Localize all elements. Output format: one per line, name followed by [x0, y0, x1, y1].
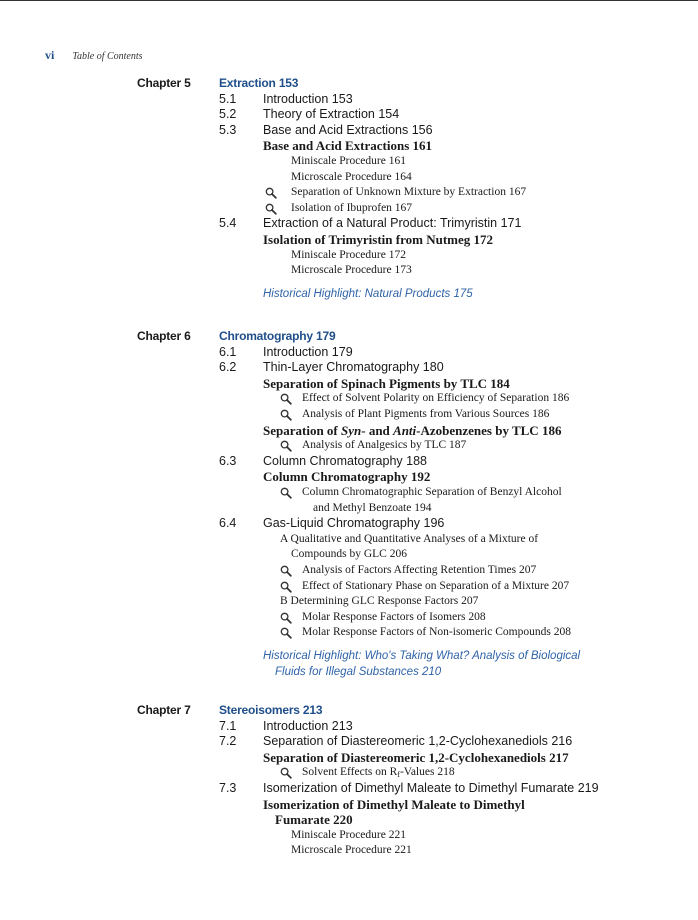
section-entry[interactable]: Theory of Extraction 154	[263, 107, 400, 121]
procedure-entry[interactable]: Analysis of Factors Affecting Retention Times 207	[302, 564, 537, 576]
magnifier-icon	[265, 203, 277, 215]
section-number: 7.1	[219, 719, 237, 733]
procedure-entry[interactable]: Effect of Stationary Phase on Separation of a Mixture 207	[302, 580, 570, 592]
procedure-entry[interactable]: Microscale Procedure 173	[291, 264, 412, 276]
magnifier-icon	[280, 612, 292, 624]
section-number: 7.3	[219, 781, 237, 795]
section-number: 6.3	[219, 454, 237, 468]
procedure-entry[interactable]: Isolation of Ibuprofen 167	[291, 202, 413, 214]
experiment-entry[interactable]: Separation of Diastereomeric 1,2-Cyclohexanediols 217	[263, 750, 569, 765]
magnifier-icon	[280, 393, 292, 405]
section-entry[interactable]: Isomerization of Dimethyl Maleate to Dimethyl Fumarate 219	[263, 781, 599, 795]
section-number: 5.1	[219, 92, 237, 106]
procedure-entry[interactable]: Effect of Solvent Polarity on Efficiency of Separation 186	[302, 392, 570, 404]
section-entry[interactable]: Introduction 153	[263, 92, 353, 106]
procedure-entry[interactable]: B Determining GLC Response Factors 207	[280, 595, 479, 607]
procedure-entry[interactable]: Miniscale Procedure 161	[291, 155, 406, 167]
magnifier-icon	[280, 409, 292, 421]
procedure-entry[interactable]: Separation of Unknown Mixture by Extraction 167	[291, 186, 527, 198]
section-entry[interactable]: Column Chromatography 188	[263, 454, 427, 468]
section-entry[interactable]: Thin-Layer Chromatography 180	[263, 360, 444, 374]
experiment-entry[interactable]: Column Chromatography 192	[263, 469, 431, 484]
procedure-entry[interactable]: Compounds by GLC 206	[291, 548, 407, 560]
procedure-entry[interactable]: and Methyl Benzoate 194	[313, 502, 432, 514]
section-entry[interactable]: Base and Acid Extractions 156	[263, 123, 433, 137]
procedure-entry[interactable]: Column Chromatographic Separation of Benzyl Alcohol	[302, 486, 562, 498]
procedure-entry[interactable]: Molar Response Factors of Non-isomeric Compounds 208	[302, 626, 571, 638]
section-number: 6.1	[219, 345, 237, 359]
magnifier-icon	[280, 767, 292, 779]
section-entry[interactable]: Separation of Diastereomeric 1,2-Cyclohexanediols 216	[263, 734, 573, 748]
page-header	[45, 46, 143, 60]
chapter-title-link[interactable]: Extraction 153	[219, 76, 299, 90]
magnifier-icon	[280, 581, 292, 593]
historical-highlight-entry[interactable]: Fluids for Illegal Substances 210	[275, 666, 442, 678]
experiment-entry[interactable]: Isolation of Trimyristin from Nutmeg 172	[263, 232, 494, 247]
section-number: 6.2	[219, 360, 237, 374]
section-number: 6.4	[219, 516, 237, 530]
magnifier-icon	[265, 187, 277, 199]
experiment-entry[interactable]: Isomerization of Dimethyl Maleate to Dimethyl	[263, 797, 525, 812]
section-number: 5.4	[219, 216, 237, 230]
section-number: 5.3	[219, 123, 237, 137]
experiment-entry[interactable]: Fumarate 220	[275, 812, 353, 827]
procedure-entry[interactable]: Analysis of Plant Pigments from Various Sources 186	[302, 408, 550, 420]
experiment-entry[interactable]: Separation of Spinach Pigments by TLC 184	[263, 376, 510, 391]
page-number: vi	[45, 48, 55, 62]
magnifier-icon	[280, 440, 292, 452]
experiment-entry[interactable]: Base and Acid Extractions 161	[263, 138, 433, 153]
running-title: Table of Contents	[72, 51, 143, 62]
historical-highlight-entry[interactable]: Historical Highlight: Who's Taking What? Analysis of Biological	[263, 650, 581, 662]
magnifier-icon	[280, 627, 292, 639]
section-number: 7.2	[219, 734, 237, 748]
procedure-entry[interactable]: Molar Response Factors of Isomers 208	[302, 611, 486, 623]
procedure-entry[interactable]: Miniscale Procedure 172	[291, 249, 406, 261]
section-entry[interactable]: Extraction of a Natural Product: Trimyristin 171	[263, 216, 522, 230]
procedure-entry[interactable]: Microscale Procedure 221	[291, 844, 412, 856]
chapter-label: Chapter 6	[137, 329, 191, 343]
magnifier-icon	[280, 487, 292, 499]
section-number: 5.2	[219, 107, 237, 121]
chapter-title-link[interactable]: Chromatography 179	[219, 329, 336, 343]
section-entry[interactable]: Gas-Liquid Chromatography 196	[263, 516, 445, 530]
procedure-entry[interactable]: A Qualitative and Quantitative Analyses of a Mixture of	[280, 533, 539, 545]
procedure-entry[interactable]: Solvent Effects on Rf-Values 218	[302, 766, 455, 779]
procedure-entry[interactable]: Analysis of Analgesics by TLC 187	[302, 439, 467, 451]
chapter-title-link[interactable]: Stereoisomers 213	[219, 703, 323, 717]
section-entry[interactable]: Introduction 179	[263, 345, 353, 359]
section-entry[interactable]: Introduction 213	[263, 719, 353, 733]
chapter-label: Chapter 7	[137, 703, 191, 717]
experiment-entry[interactable]: Separation of Syn- and Anti-Azobenzenes by TLC 186	[263, 423, 562, 438]
chapter-label: Chapter 5	[137, 76, 191, 90]
procedure-entry[interactable]: Miniscale Procedure 221	[291, 829, 406, 841]
top-rule	[0, 0, 698, 1]
historical-highlight-entry[interactable]: Historical Highlight: Natural Products 175	[263, 288, 473, 300]
procedure-entry[interactable]: Microscale Procedure 164	[291, 171, 412, 183]
magnifier-icon	[280, 565, 292, 577]
